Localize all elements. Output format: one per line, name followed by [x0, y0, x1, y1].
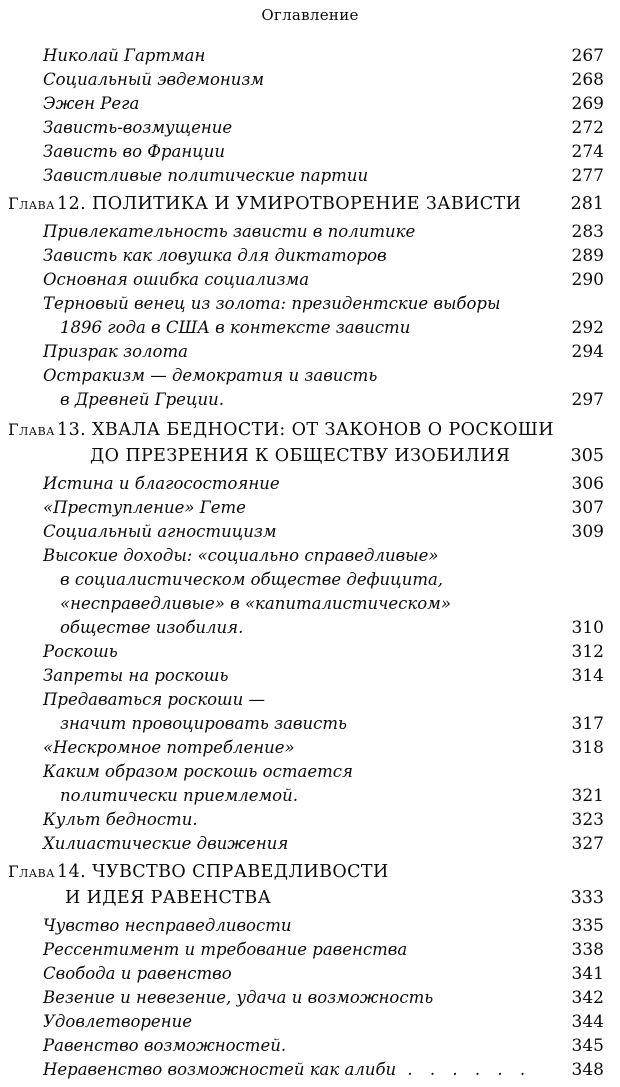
toc-entry	[0, 664, 620, 688]
entry-title	[43, 92, 139, 116]
page-number: 317	[571, 714, 604, 734]
title-text: Основная ошибка социализма	[43, 270, 310, 289]
toc-entry	[0, 292, 620, 316]
entry-title	[43, 496, 246, 520]
title-text: Высокие доходы: «социально справедливые»	[43, 546, 439, 565]
entry-title	[43, 914, 292, 938]
chapter-heading	[0, 444, 620, 468]
toc-entry	[0, 268, 620, 292]
entry-title	[60, 568, 443, 592]
toc-entry	[0, 760, 620, 784]
title-text: Истина и благосостояние	[43, 474, 280, 493]
page-number: 306	[571, 474, 604, 494]
title-text: Рессентимент и требование равенства	[43, 940, 408, 959]
title-text: «несправедливые» в «капиталистическом»	[60, 594, 451, 613]
entry-title	[43, 292, 500, 316]
chapter-title	[65, 886, 271, 910]
title-text: Остракизм — демократия и зависть	[43, 366, 378, 385]
title-text: Призрак золота	[43, 342, 188, 361]
page-number: 309	[571, 522, 604, 542]
toc-entry	[0, 140, 620, 164]
toc-entry	[0, 164, 620, 188]
toc-entry	[0, 340, 620, 364]
title-text: И ИДЕЯ РАВЕНСТВА	[65, 888, 272, 908]
chapter-number: 14.	[57, 862, 93, 882]
chapter-heading	[0, 860, 620, 884]
chapter-title	[8, 860, 389, 884]
title-text: Роскошь	[43, 642, 118, 661]
toc-entry	[0, 568, 620, 592]
page-number: 269	[571, 94, 604, 114]
chapter-prefix: Глава	[8, 420, 56, 439]
entry-title	[43, 832, 288, 856]
title-text: в социалистическом обществе дефицита,	[60, 570, 444, 589]
title-text: Предаваться роскоши —	[43, 690, 266, 709]
page-number: 268	[571, 70, 604, 90]
chapter-heading	[0, 418, 620, 442]
chapter-heading	[0, 886, 620, 910]
page-number: 342	[571, 988, 604, 1008]
toc-entry	[0, 544, 620, 568]
toc-entry	[0, 832, 620, 856]
chapter-prefix: Глава	[8, 862, 56, 881]
page-number: 310	[571, 618, 604, 638]
entry-title	[60, 316, 410, 340]
title-text: Удовлетворение	[43, 1012, 192, 1031]
page-number: 333	[570, 888, 604, 908]
title-text: Культ бедности.	[43, 810, 198, 829]
page-number: 283	[571, 222, 604, 242]
entry-title	[43, 938, 407, 962]
chapter-number: 12.	[57, 194, 93, 214]
title-text: Свобода и равенство	[43, 964, 232, 983]
chapter-prefix: Глава	[8, 194, 56, 213]
page-number: 318	[571, 738, 604, 758]
title-text: Николай Гартман	[43, 46, 206, 65]
toc-entry	[0, 712, 620, 736]
entry-title	[43, 140, 225, 164]
entry-title	[43, 364, 377, 388]
title-text: Социальный агностицизм	[43, 522, 277, 541]
title-text: Равенство возможностей.	[43, 1036, 287, 1055]
page-number: 321	[571, 786, 604, 806]
entry-title	[43, 1034, 286, 1058]
toc-entry	[0, 244, 620, 268]
title-text: Терновый венец из золота: президентские выборы	[43, 294, 501, 313]
toc-entry	[0, 472, 620, 496]
entry-title	[43, 164, 368, 188]
entry-title	[43, 472, 280, 496]
page-number: 297	[571, 390, 604, 410]
entry-title	[43, 986, 433, 1010]
title-text: Запреты на роскошь	[43, 666, 229, 685]
title-text: Социальный эвдемонизм	[43, 70, 265, 89]
title-text: Зависть как ловушка для диктаторов	[43, 246, 387, 265]
page-number: 289	[571, 246, 604, 266]
leader-dots: . . . . . .	[396, 1060, 532, 1079]
chapter-title	[8, 418, 554, 442]
toc-entry	[0, 496, 620, 520]
title-text: «Нескромное потребление»	[43, 738, 295, 757]
title-text: ПОЛИТИКА И УМИРОТВОРЕНИЕ ЗАВИСТИ	[92, 194, 522, 214]
toc-entry	[0, 784, 620, 808]
chapter-number: 13.	[57, 420, 93, 440]
title-text: Эжен Рега	[43, 94, 140, 113]
page-number: 312	[571, 642, 604, 662]
page-number: 305	[570, 446, 604, 466]
page-number: 272	[571, 118, 604, 138]
toc-entry	[0, 986, 620, 1010]
toc-entry	[0, 616, 620, 640]
entry-title	[60, 592, 451, 616]
toc-entry	[0, 116, 620, 140]
toc-entry	[0, 92, 620, 116]
chapter-title	[90, 444, 510, 468]
chapter-heading	[0, 192, 620, 216]
toc-entry	[0, 938, 620, 962]
toc-entry	[0, 44, 620, 68]
page-number: 292	[571, 318, 604, 338]
toc-entry	[0, 808, 620, 832]
page-number: 323	[571, 810, 604, 830]
title-text: в Древней Греции.	[60, 390, 224, 409]
page-number: 274	[571, 142, 604, 162]
entry-title	[43, 760, 353, 784]
toc-entry	[0, 68, 620, 92]
entry-title	[43, 68, 264, 92]
entry-title	[43, 340, 188, 364]
title-text: ДО ПРЕЗРЕНИЯ К ОБЩЕСТВУ ИЗОБИЛИЯ	[90, 446, 511, 466]
page-number: 281	[570, 194, 604, 214]
title-text: Хилиастические движения	[43, 834, 289, 853]
page-number: 294	[571, 342, 604, 362]
title-text: Неравенство возможностей как алиби	[43, 1060, 397, 1079]
page-number: 338	[571, 940, 604, 960]
toc-entry	[0, 388, 620, 412]
running-header: Оглавление	[261, 6, 359, 24]
entry-title	[43, 520, 277, 544]
title-text: обществе изобилия.	[60, 618, 244, 637]
title-text: Зависть-возмущение	[43, 118, 233, 137]
entry-title	[43, 116, 232, 140]
title-text: «Преступление» Гете	[43, 498, 246, 517]
entry-title	[60, 616, 243, 640]
entry-title	[60, 388, 224, 412]
chapter-title	[8, 192, 521, 216]
page-number: 267	[571, 46, 604, 66]
title-text: Завистливые политические партии	[43, 166, 369, 185]
page-number: 345	[571, 1036, 604, 1056]
entry-title	[43, 44, 205, 68]
title-text: 1896 года в США в контексте зависти	[60, 318, 411, 337]
title-text: ХВАЛА БЕДНОСТИ: ОТ ЗАКОНОВ О РОСКОШИ	[92, 420, 554, 440]
entry-title	[43, 1010, 192, 1034]
page-number: 348	[571, 1060, 604, 1080]
page-number: 327	[571, 834, 604, 854]
page-number: 314	[571, 666, 604, 686]
entry-title	[43, 808, 198, 832]
title-text: ЧУВСТВО СПРАВЕДЛИВОСТИ	[92, 862, 389, 882]
toc-entry	[0, 220, 620, 244]
entry-title	[43, 664, 229, 688]
page-number: 341	[571, 964, 604, 984]
entry-title	[43, 244, 387, 268]
entry-title	[43, 640, 118, 664]
toc-entry	[0, 962, 620, 986]
page-number: 277	[571, 166, 604, 186]
page-number: 290	[571, 270, 604, 290]
toc-entry	[0, 736, 620, 760]
title-text: значит провоцировать зависть	[60, 714, 348, 733]
toc-entry	[0, 688, 620, 712]
page-number: 307	[571, 498, 604, 518]
entry-title	[43, 268, 309, 292]
title-text: Зависть во Франции	[43, 142, 225, 161]
toc-entry	[0, 592, 620, 616]
entry-title	[60, 784, 298, 808]
entry-title	[43, 220, 415, 244]
toc-entry	[0, 316, 620, 340]
toc-entry	[0, 1034, 620, 1058]
title-text: Везение и невезение, удача и возможность	[43, 988, 434, 1007]
title-text: Привлекательность зависти в политике	[43, 222, 416, 241]
page-number: 344	[571, 1012, 604, 1032]
page-number: 335	[571, 916, 604, 936]
entry-title	[43, 736, 295, 760]
toc-entry	[0, 640, 620, 664]
entry-title	[43, 688, 265, 712]
entry-title	[60, 712, 347, 736]
entry-title	[43, 1058, 531, 1082]
entry-title	[43, 962, 232, 986]
toc-entry	[0, 914, 620, 938]
toc-entry	[0, 520, 620, 544]
toc-entry	[0, 1058, 620, 1082]
title-text: политически приемлемой.	[60, 786, 298, 805]
toc-entry	[0, 1010, 620, 1034]
title-text: Каким образом роскошь остается	[43, 762, 353, 781]
toc-entry	[0, 364, 620, 388]
title-text: Чувство несправедливости	[43, 916, 292, 935]
entry-title	[43, 544, 438, 568]
